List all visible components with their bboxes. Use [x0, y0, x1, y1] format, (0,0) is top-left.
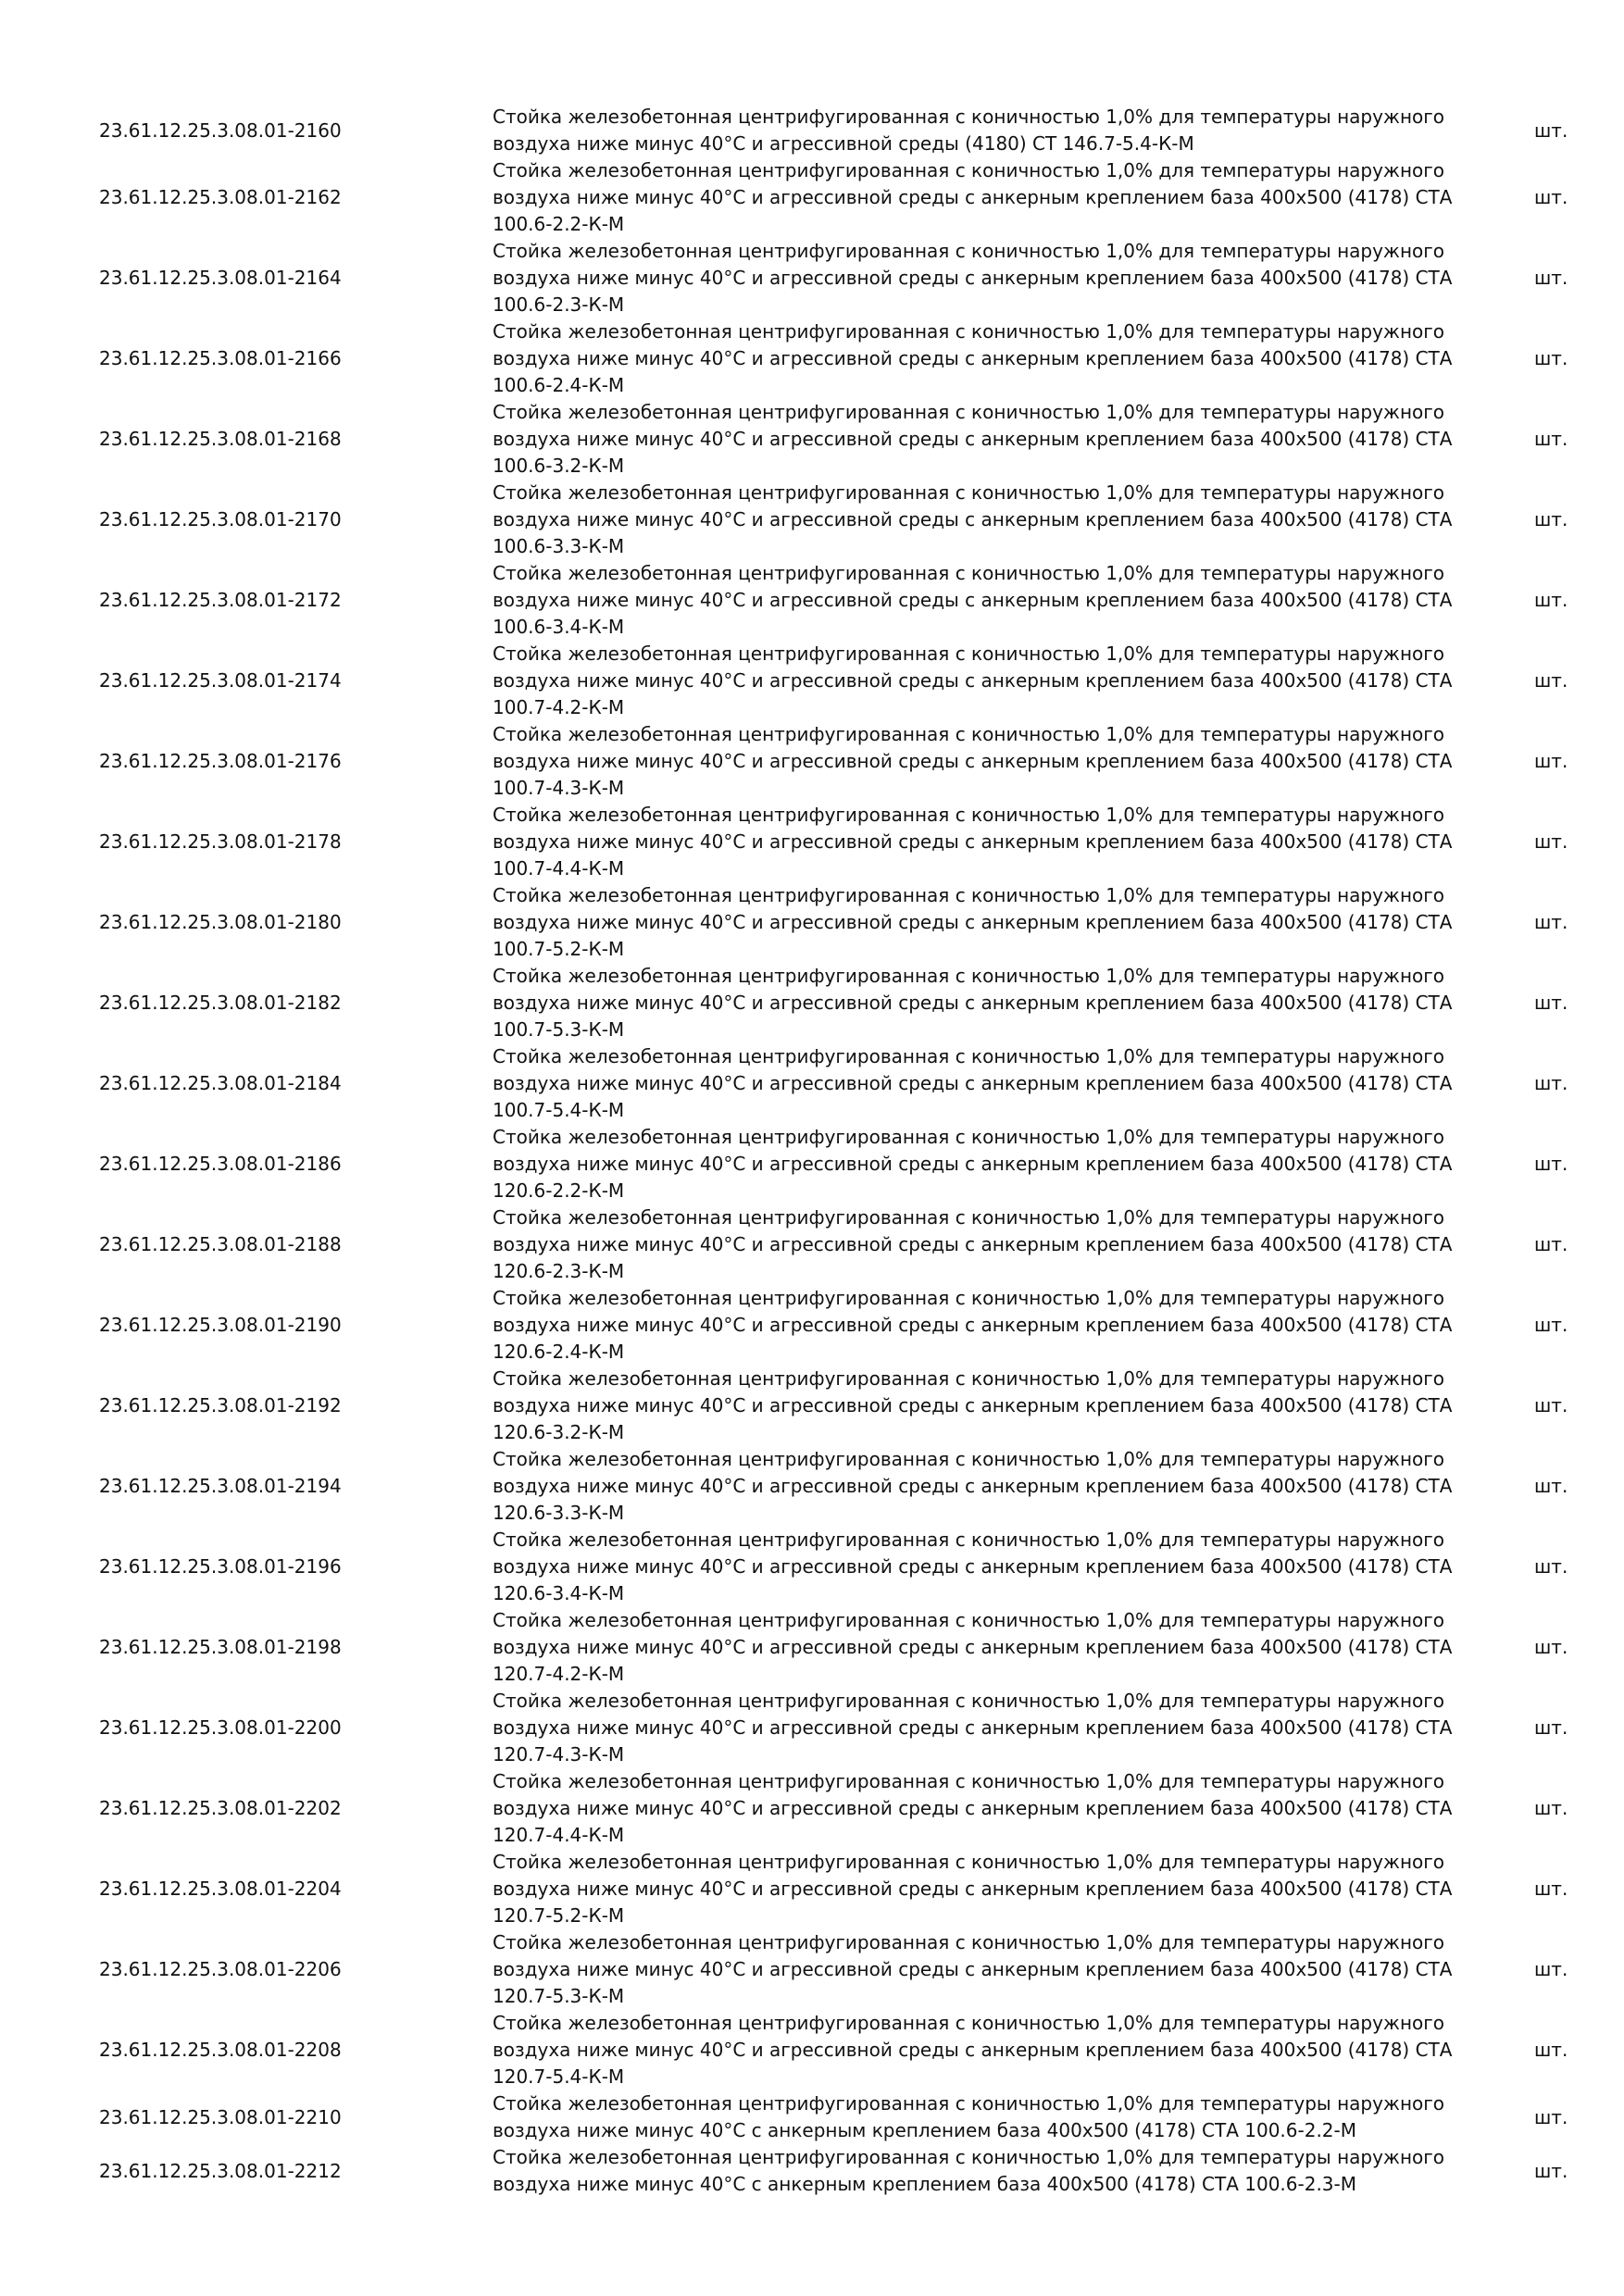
- description-line: воздуха ниже минус 40°С и агрессивной среды с анкерным креплением база 400х500 (4178) СТА: [493, 267, 1453, 289]
- unit-of-measure: шт.: [1534, 1797, 1568, 1819]
- description-line: воздуха ниже минус 40°С и агрессивной среды с анкерным креплением база 400х500 (4178) СТА: [493, 508, 1453, 530]
- description-line: Стойка железобетонная центрифугированная с коничностью 1,0% для температуры наружного: [493, 320, 1445, 343]
- description-line: воздуха ниже минус 40°С и агрессивной среды с анкерным креплением база 400х500 (4178) СТА: [493, 1797, 1453, 1819]
- description-line: воздуха ниже минус 40°С и агрессивной среды с анкерным креплением база 400х500 (4178) СТА: [493, 186, 1453, 208]
- description-line: Стойка железобетонная центрифугированная с коничностью 1,0% для температуры наружного: [493, 1609, 1445, 1631]
- resource-code: 23.61.12.25.3.08.01-2208: [99, 2039, 342, 2061]
- table-row: [0, 1688, 1624, 1768]
- description-line: Стойка железобетонная центрифугированная с коничностью 1,0% для температуры наружного: [493, 1045, 1445, 1067]
- table-row: [0, 1043, 1624, 1124]
- table-row: [0, 1768, 1624, 1849]
- resource-description: [493, 104, 1445, 157]
- table-row: [0, 560, 1624, 641]
- unit-of-measure: шт.: [1534, 750, 1568, 772]
- unit-of-measure: шт.: [1534, 347, 1568, 369]
- description-line: 120.6-3.3-К-М: [493, 1502, 625, 1524]
- resource-code: 23.61.12.25.3.08.01-2164: [99, 267, 342, 289]
- description-line: воздуха ниже минус 40°С с анкерным креплением база 400х500 (4178) СТА 100.6-2.3-М: [493, 2173, 1357, 2195]
- table-row: [0, 480, 1624, 560]
- description-line: воздуха ниже минус 40°С и агрессивной среды с анкерным креплением база 400х500 (4178) СТА: [493, 750, 1453, 772]
- table-row: [0, 1366, 1624, 1446]
- table-row: [0, 157, 1624, 238]
- table-row: [0, 802, 1624, 882]
- resource-description: [493, 2144, 1445, 2198]
- description-line: Стойка железобетонная центрифугированная с коничностью 1,0% для температуры наружного: [493, 965, 1445, 987]
- unit-of-measure: шт.: [1534, 267, 1568, 289]
- resource-description: [493, 1285, 1453, 1366]
- resource-description: [493, 1929, 1453, 2010]
- table-row: [0, 2144, 1624, 2198]
- description-line: воздуха ниже минус 40°С и агрессивной среды с анкерным креплением база 400х500 (4178) СТА: [493, 992, 1453, 1014]
- description-line: воздуха ниже минус 40°С с анкерным креплением база 400х500 (4178) СТА 100.6-2.2-М: [493, 2119, 1357, 2141]
- unit-of-measure: шт.: [1534, 911, 1568, 933]
- table-row: [0, 1607, 1624, 1688]
- resource-description: [493, 1607, 1453, 1688]
- resource-description: [493, 1768, 1453, 1849]
- description-line: 100.7-4.4-К-М: [493, 857, 625, 880]
- description-line: Стойка железобетонная центрифугированная с коничностью 1,0% для температуры наружного: [493, 481, 1445, 504]
- description-line: 120.7-5.4-К-М: [493, 2065, 625, 2088]
- table-row: [0, 882, 1624, 963]
- resource-description: [493, 1446, 1453, 1527]
- description-line: Стойка железобетонная центрифугированная с коничностью 1,0% для температуры наружного: [493, 1367, 1445, 1390]
- description-line: 120.7-5.3-К-М: [493, 1985, 625, 2007]
- resource-code: 23.61.12.25.3.08.01-2190: [99, 1314, 342, 1336]
- description-line: воздуха ниже минус 40°С и агрессивной среды с анкерным креплением база 400х500 (4178) СТА: [493, 1233, 1453, 1255]
- table-row: [0, 1849, 1624, 1929]
- description-line: воздуха ниже минус 40°С и агрессивной среды с анкерным креплением база 400х500 (4178) СТА: [493, 589, 1453, 611]
- description-line: воздуха ниже минус 40°С и агрессивной среды с анкерным креплением база 400х500 (4178) СТА: [493, 428, 1453, 450]
- resource-description: [493, 2010, 1453, 2090]
- description-line: Стойка железобетонная центрифугированная с коничностью 1,0% для температуры наружного: [493, 2012, 1445, 2034]
- description-line: воздуха ниже минус 40°С и агрессивной среды с анкерным креплением база 400х500 (4178) СТА: [493, 1394, 1453, 1416]
- description-line: Стойка железобетонная центрифугированная с коничностью 1,0% для температуры наружного: [493, 1851, 1445, 1873]
- resource-description: [493, 721, 1453, 802]
- unit-of-measure: шт.: [1534, 669, 1568, 692]
- resource-code: 23.61.12.25.3.08.01-2194: [99, 1475, 342, 1497]
- table-row: [0, 641, 1624, 721]
- description-line: воздуха ниже минус 40°С и агрессивной среды с анкерным креплением база 400х500 (4178) СТА: [493, 1314, 1453, 1336]
- unit-of-measure: шт.: [1534, 992, 1568, 1014]
- description-line: 100.6-3.2-К-М: [493, 455, 625, 477]
- resource-code: 23.61.12.25.3.08.01-2210: [99, 2105, 342, 2128]
- description-line: воздуха ниже минус 40°С и агрессивной среды с анкерным креплением база 400х500 (4178) СТА: [493, 1716, 1453, 1739]
- resource-description: [493, 157, 1453, 238]
- description-line: 120.6-3.2-К-М: [493, 1421, 625, 1443]
- description-line: Стойка железобетонная центрифугированная с коничностью 1,0% для температуры наружного: [493, 240, 1445, 262]
- resource-code: 23.61.12.25.3.08.01-2176: [99, 750, 342, 772]
- table-row: [0, 1124, 1624, 1204]
- resource-description: [493, 1688, 1453, 1768]
- description-line: 100.7-5.4-К-М: [493, 1099, 625, 1121]
- resource-description: [493, 1124, 1453, 1204]
- resource-code: 23.61.12.25.3.08.01-2192: [99, 1394, 342, 1416]
- resource-code: 23.61.12.25.3.08.01-2202: [99, 1797, 342, 1819]
- resource-description: [493, 318, 1453, 399]
- table-row: [0, 721, 1624, 802]
- unit-of-measure: шт.: [1534, 1636, 1568, 1658]
- resource-description: [493, 1366, 1453, 1446]
- resource-description: [493, 802, 1453, 882]
- description-line: воздуха ниже минус 40°С и агрессивной среды с анкерным креплением база 400х500 (4178) СТА: [493, 2039, 1453, 2061]
- resource-code: 23.61.12.25.3.08.01-2178: [99, 830, 342, 853]
- unit-of-measure: шт.: [1534, 1878, 1568, 1900]
- description-line: воздуха ниже минус 40°С и агрессивной среды с анкерным креплением база 400х500 (4178) СТА: [493, 1958, 1453, 1980]
- description-line: 120.6-3.4-К-М: [493, 1582, 625, 1604]
- resource-code: 23.61.12.25.3.08.01-2204: [99, 1878, 342, 1900]
- resource-code: 23.61.12.25.3.08.01-2184: [99, 1072, 342, 1094]
- resource-description: [493, 560, 1453, 641]
- table-row: [0, 1527, 1624, 1607]
- resource-code: 23.61.12.25.3.08.01-2200: [99, 1716, 342, 1739]
- resource-description: [493, 399, 1453, 480]
- table-row: [0, 104, 1624, 157]
- resource-code: 23.61.12.25.3.08.01-2168: [99, 428, 342, 450]
- unit-of-measure: шт.: [1534, 1072, 1568, 1094]
- resource-description: [493, 480, 1453, 560]
- unit-of-measure: шт.: [1534, 1314, 1568, 1336]
- resource-code: 23.61.12.25.3.08.01-2196: [99, 1555, 342, 1578]
- description-line: Стойка железобетонная центрифугированная с коничностью 1,0% для температуры наружного: [493, 1206, 1445, 1229]
- description-line: Стойка железобетонная центрифугированная с коничностью 1,0% для температуры наружного: [493, 1126, 1445, 1148]
- description-line: Стойка железобетонная центрифугированная с коничностью 1,0% для температуры наружного: [493, 2092, 1445, 2115]
- resource-code: 23.61.12.25.3.08.01-2180: [99, 911, 342, 933]
- description-line: 100.7-5.3-К-М: [493, 1018, 625, 1041]
- table-row: [0, 399, 1624, 480]
- resource-description: [493, 1527, 1453, 1607]
- description-line: 120.6-2.3-К-М: [493, 1260, 625, 1282]
- resource-code: 23.61.12.25.3.08.01-2206: [99, 1958, 342, 1980]
- description-line: 120.7-4.3-К-М: [493, 1743, 625, 1766]
- unit-of-measure: шт.: [1534, 1233, 1568, 1255]
- resource-description: [493, 2090, 1445, 2144]
- resource-code: 23.61.12.25.3.08.01-2198: [99, 1636, 342, 1658]
- unit-of-measure: шт.: [1534, 2159, 1568, 2182]
- description-line: Стойка железобетонная центрифугированная с коничностью 1,0% для температуры наружного: [493, 1448, 1445, 1470]
- description-line: Стойка железобетонная центрифугированная с коничностью 1,0% для температуры наружного: [493, 804, 1445, 826]
- table-row: [0, 1446, 1624, 1527]
- description-line: воздуха ниже минус 40°С и агрессивной среды с анкерным креплением база 400х500 (4178) СТА: [493, 911, 1453, 933]
- unit-of-measure: шт.: [1534, 1555, 1568, 1578]
- unit-of-measure: шт.: [1534, 589, 1568, 611]
- description-line: Стойка железобетонная центрифугированная с коничностью 1,0% для температуры наружного: [493, 643, 1445, 665]
- table-row: [0, 2090, 1624, 2144]
- unit-of-measure: шт.: [1534, 1958, 1568, 1980]
- table-row: [0, 2010, 1624, 2090]
- table-row: [0, 963, 1624, 1043]
- unit-of-measure: шт.: [1534, 1394, 1568, 1416]
- description-line: Стойка железобетонная центрифугированная с коничностью 1,0% для температуры наружного: [493, 884, 1445, 906]
- description-line: 100.7-5.2-К-М: [493, 938, 625, 960]
- description-line: 100.6-2.2-К-М: [493, 213, 625, 235]
- description-line: 100.7-4.3-К-М: [493, 777, 625, 799]
- description-line: воздуха ниже минус 40°С и агрессивной среды с анкерным креплением база 400х500 (4178) СТА: [493, 1153, 1453, 1175]
- resource-code: 23.61.12.25.3.08.01-2160: [99, 119, 342, 142]
- unit-of-measure: шт.: [1534, 2105, 1568, 2128]
- resource-code: 23.61.12.25.3.08.01-2188: [99, 1233, 342, 1255]
- description-line: воздуха ниже минус 40°С и агрессивной среды с анкерным креплением база 400х500 (4178) СТА: [493, 1475, 1453, 1497]
- description-line: воздуха ниже минус 40°С и агрессивной среды с анкерным креплением база 400х500 (4178) СТА: [493, 830, 1453, 853]
- description-line: 100.6-2.4-К-М: [493, 374, 625, 396]
- unit-of-measure: шт.: [1534, 508, 1568, 530]
- resource-description: [493, 641, 1453, 721]
- unit-of-measure: шт.: [1534, 186, 1568, 208]
- description-line: воздуха ниже минус 40°С и агрессивной среды с анкерным креплением база 400х500 (4178) СТА: [493, 1878, 1453, 1900]
- unit-of-measure: шт.: [1534, 1153, 1568, 1175]
- resource-description: [493, 963, 1453, 1043]
- resource-code: 23.61.12.25.3.08.01-2172: [99, 589, 342, 611]
- description-line: Стойка железобетонная центрифугированная с коничностью 1,0% для температуры наружного: [493, 1770, 1445, 1792]
- description-line: воздуха ниже минус 40°С и агрессивной среды с анкерным креплением база 400х500 (4178) СТА: [493, 669, 1453, 692]
- unit-of-measure: шт.: [1534, 1716, 1568, 1739]
- resource-description: [493, 238, 1453, 318]
- resource-code: 23.61.12.25.3.08.01-2166: [99, 347, 342, 369]
- unit-of-measure: шт.: [1534, 428, 1568, 450]
- description-line: Стойка железобетонная центрифугированная с коничностью 1,0% для температуры наружного: [493, 1931, 1445, 1953]
- description-line: 120.7-4.4-К-М: [493, 1824, 625, 1846]
- resource-code: 23.61.12.25.3.08.01-2174: [99, 669, 342, 692]
- unit-of-measure: шт.: [1534, 830, 1568, 853]
- table-row: [0, 238, 1624, 318]
- description-line: Стойка железобетонная центрифугированная с коничностью 1,0% для температуры наружного: [493, 1287, 1445, 1309]
- resource-description: [493, 1849, 1453, 1929]
- resource-description: [493, 1204, 1453, 1285]
- table-row: [0, 1204, 1624, 1285]
- description-line: воздуха ниже минус 40°С и агрессивной среды с анкерным креплением база 400х500 (4178) СТА: [493, 1555, 1453, 1578]
- description-line: воздуха ниже минус 40°С и агрессивной среды (4180) СТ 146.7-5.4-К-М: [493, 132, 1194, 155]
- resource-code: 23.61.12.25.3.08.01-2162: [99, 186, 342, 208]
- description-line: воздуха ниже минус 40°С и агрессивной среды с анкерным креплением база 400х500 (4178) СТА: [493, 1636, 1453, 1658]
- description-line: воздуха ниже минус 40°С и агрессивной среды с анкерным креплением база 400х500 (4178) СТА: [493, 347, 1453, 369]
- description-line: 120.6-2.2-К-М: [493, 1179, 625, 1202]
- description-line: Стойка железобетонная центрифугированная с коничностью 1,0% для температуры наружного: [493, 401, 1445, 423]
- unit-of-measure: шт.: [1534, 119, 1568, 142]
- description-line: 120.7-5.2-К-М: [493, 1904, 625, 1927]
- unit-of-measure: шт.: [1534, 2039, 1568, 2061]
- resource-code: 23.61.12.25.3.08.01-2186: [99, 1153, 342, 1175]
- description-line: Стойка железобетонная центрифугированная с коничностью 1,0% для температуры наружного: [493, 1690, 1445, 1712]
- description-line: 100.6-3.4-К-М: [493, 616, 625, 638]
- description-line: 100.6-3.3-К-М: [493, 535, 625, 557]
- resource-code: 23.61.12.25.3.08.01-2170: [99, 508, 342, 530]
- description-line: Стойка железобетонная центрифугированная с коничностью 1,0% для температуры наружного: [493, 106, 1445, 128]
- description-line: 120.7-4.2-К-М: [493, 1663, 625, 1685]
- table-row: [0, 318, 1624, 399]
- unit-of-measure: шт.: [1534, 1475, 1568, 1497]
- resource-description: [493, 882, 1453, 963]
- resource-code: 23.61.12.25.3.08.01-2212: [99, 2159, 342, 2182]
- description-line: Стойка железобетонная центрифугированная с коничностью 1,0% для температуры наружного: [493, 562, 1445, 584]
- description-line: 120.6-2.4-К-М: [493, 1341, 625, 1363]
- resource-description: [493, 1043, 1453, 1124]
- description-line: 100.7-4.2-К-М: [493, 696, 625, 718]
- description-line: Стойка железобетонная центрифугированная с коничностью 1,0% для температуры наружного: [493, 723, 1445, 745]
- description-line: 100.6-2.3-К-М: [493, 293, 625, 316]
- table-row: [0, 1929, 1624, 2010]
- resource-code: 23.61.12.25.3.08.01-2182: [99, 992, 342, 1014]
- table-row: [0, 1285, 1624, 1366]
- description-line: Стойка железобетонная центрифугированная с коничностью 1,0% для температуры наружного: [493, 159, 1445, 181]
- description-line: воздуха ниже минус 40°С и агрессивной среды с анкерным креплением база 400х500 (4178) СТА: [493, 1072, 1453, 1094]
- description-line: Стойка железобетонная центрифугированная с коничностью 1,0% для температуры наружного: [493, 2146, 1445, 2168]
- description-line: Стойка железобетонная центрифугированная с коничностью 1,0% для температуры наружного: [493, 1529, 1445, 1551]
